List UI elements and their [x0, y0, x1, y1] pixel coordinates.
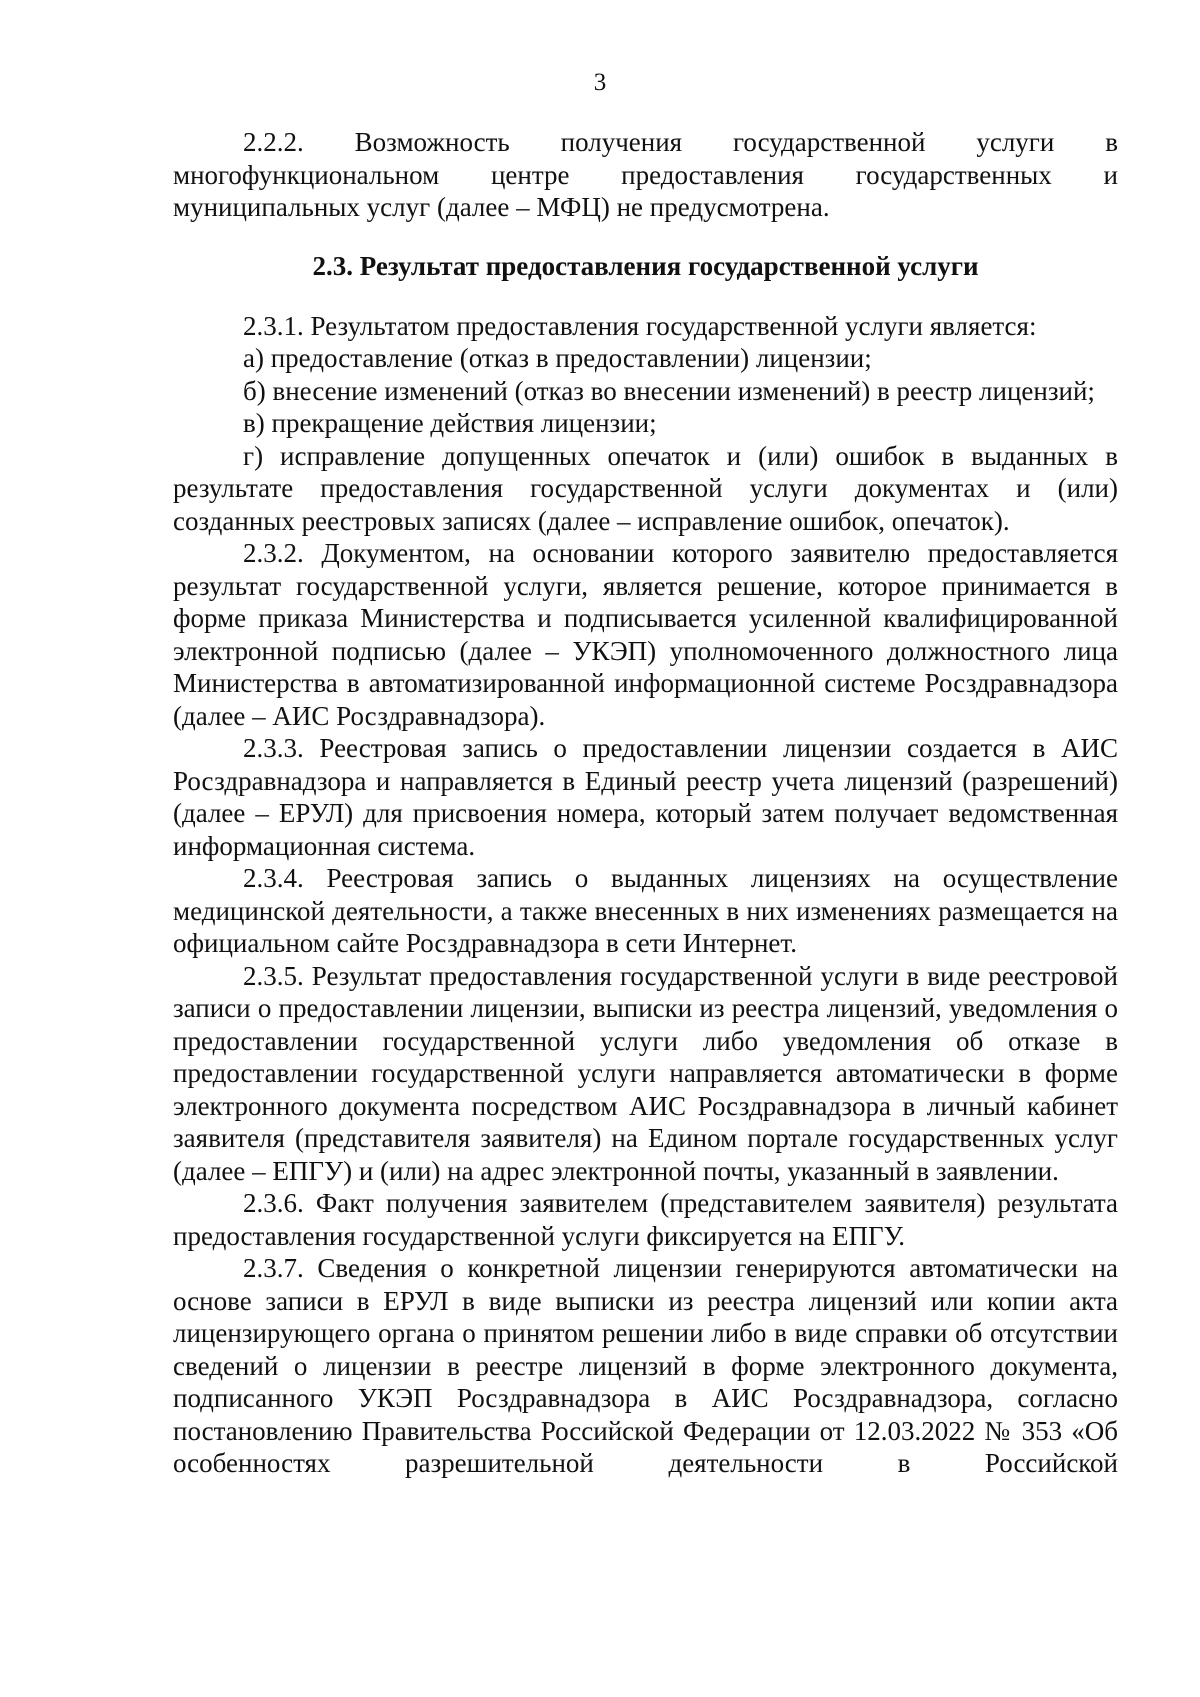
paragraph-2-3-5: 2.3.5. Результат предоставления государственной услуги в виде реестровой записи о предоставлении лицензии, выписки из реестра лицензий, уведомления о предоставлении государственной услуги либо уведомления об отказе в предоставлении государственной услуги направляется автоматически в форме электронного документа посредством АИС Росздравнадзора в личный кабинет заявителя (представителя заявителя) на Едином портале государственных услуг (далее – ЕПГУ) и (или) на адрес электронной почты, указанный в заявлении. [173, 960, 1118, 1186]
paragraph-2-3-7: 2.3.7. Сведения о конкретной лицензии генерируются автоматически на основе записи в ЕРУЛ в виде выписки из реестра лицензий или копии акта лицензирующего органа о принятом решении либо в виде справки об отсутствии сведений о лицензии в реестре лицензий в форме электронного документа, подписанного УКЭП Росздравнадзора в АИС Росздравнадзора, согласно постановлению Правительства Российской Федерации от 12.03.2022 № 353 «Об особенностях разрешительной деятельности в Российской [173, 1253, 1118, 1478]
list-item-a: а) предоставление (отказ в предоставлении) лицензии; [243, 343, 872, 373]
paragraph-2-3-1: 2.3.1. Результатом предоставления государственной услуги является: [243, 310, 1037, 341]
paragraph-2-3-2: 2.3.2. Документом, на основании которого заявителю предоставляется результат государственной услуги, является решение, которое принимается в форме приказа Министерства и подписывается усиленной квалифицированной электронной подписью (далее – УКЭП) уполномоченного должностного лица Министерства в автоматизированной информационной системе Росздравнадзора (далее – АИС Росздравнадзора). [173, 538, 1118, 731]
page-number: 3 [593, 69, 607, 96]
list-item-g: г) исправление допущенных опечаток и (или) ошибок в выданных в результате предоставления государственной услуги документах и (или) созданных реестровых записях (далее – исправление ошибок, опечаток). [173, 440, 1118, 536]
document-body [173, 126, 1118, 1480]
section-heading-2-3: 2.3. Результат предоставления государственной услуги [312, 250, 979, 281]
paragraph-2-3-4: 2.3.4. Реестровая запись о выданных лицензиях на осуществление медицинской деятельности, а также внесенных в них изменениях размещается на официальном сайте Росздравнадзора в сети Интернет. [173, 863, 1118, 958]
paragraph-2-2-2: 2.2.2. Возможность получения государственной услуги в многофункциональном центре предоставления государственных и муниципальных услуг (далее – МФЦ) не предусмотрена. [173, 127, 1118, 222]
list-item-b: б) внесение изменений (отказ во внесении изменений) в реестр лицензий; [243, 375, 1095, 406]
paragraph-2-3-3: 2.3.3. Реестровая запись о предоставлении лицензии создается в АИС Росздравнадзора и направляется в Единый реестр учета лицензий (разрешений) (далее – ЕРУЛ) для присвоения номера, который затем получает ведомственная информационная система. [173, 733, 1118, 861]
list-item-v: в) прекращение действия лицензии; [243, 408, 657, 438]
paragraph-2-3-6: 2.3.6. Факт получения заявителем (представителем заявителя) результата предоставления государственной услуги фиксируется на ЕПГУ. [173, 1188, 1118, 1251]
